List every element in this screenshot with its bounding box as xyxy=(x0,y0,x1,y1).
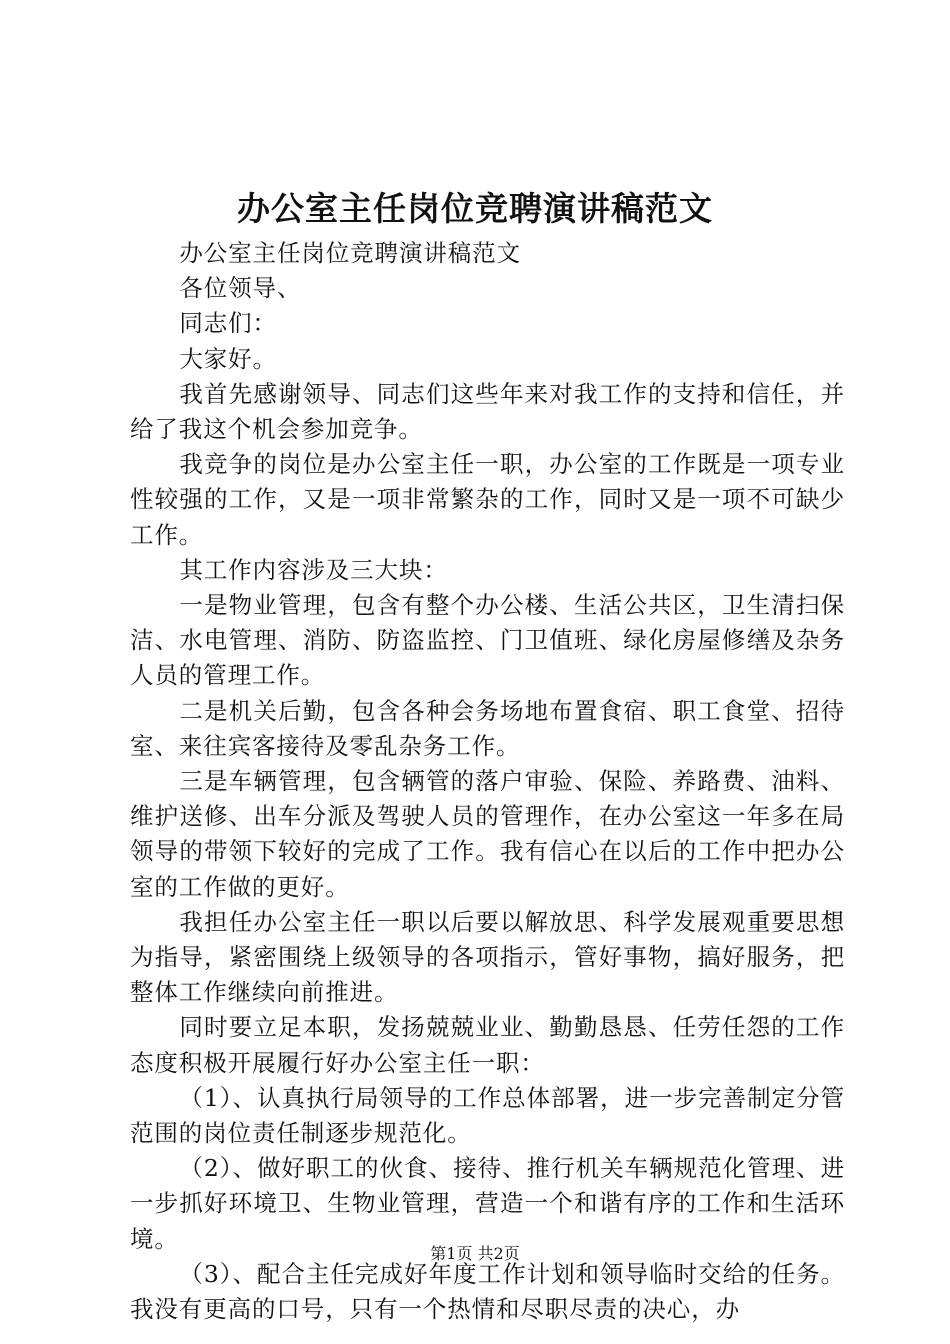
paragraph: 一是物业管理，包含有整个办公楼、生活公共区，卫生清扫保洁、水电管理、消防、防盗监控、门卫值班、绿化房屋修缮及杂务人员的管理工作。 xyxy=(130,591,845,690)
document-body xyxy=(130,236,845,1327)
paragraph: 办公室主任岗位竞聘演讲稿范文 xyxy=(179,239,521,267)
paragraph: 大家好。 xyxy=(179,344,277,373)
paragraph: （2）、做好职工的伙食、接待、推行机关车辆规范化管理、进一步抓好环境卫、生物业管理，营造一个和谐有序的工作和生活环境。 xyxy=(130,1154,845,1253)
paragraph: （3）、配合主任完成好年度工作计划和领导临时交给的任务。我没有更高的口号，只有一个热情和尽职尽责的决心，办 xyxy=(130,1259,845,1324)
paragraph: 各位领导、 xyxy=(179,274,302,303)
paragraph: 我担任办公室主任一职以后要以解放思、科学发展观重要思想为指导，紧密围绕上级领导的各项指示，管好事物，搞好服务，把整体工作继续向前推进。 xyxy=(130,907,845,1007)
paragraph: 二是机关后勤，包含各种会务场地布置食宿、职工食堂、招待室、来往宾客接待及零乱杂务工作。 xyxy=(130,696,845,760)
paragraph: 同时要立足本职，发扬兢兢业业、勤勤恳恳、任劳任怨的工作态度积极开展履行好办公室主任一职： xyxy=(130,1013,845,1077)
paragraph: （1）、认真执行局领导的工作总体部署，进一步完善制定分管范围的岗位责任制逐步规范化。 xyxy=(130,1083,845,1148)
page-footer: 第1页 共2页 xyxy=(430,1244,520,1263)
paragraph: 同志们： xyxy=(179,309,277,338)
paragraph: 其工作内容涉及三大块： xyxy=(179,555,448,584)
paragraph: 我竞争的岗位是办公室主任一职，办公室的工作既是一项专业性较强的工作，又是一项非常繁杂的工作，同时又是一项不可缺少工作。 xyxy=(130,450,845,549)
document-title: 办公室主任岗位竞聘演讲稿范文 xyxy=(237,189,713,228)
paragraph: 三是车辆管理，包含辆管的落户审验、保险、养路费、油料、维护送修、出车分派及驾驶人员的管理作，在办公室这一年多在局领导的带领下较好的完成了工作。我有信心在以后的工作中把办公室的工作做的更好。 xyxy=(130,767,845,901)
paragraph: 我首先感谢领导、同志们这些年来对我工作的支持和信任，并给了我这个机会参加竞争。 xyxy=(130,379,845,444)
